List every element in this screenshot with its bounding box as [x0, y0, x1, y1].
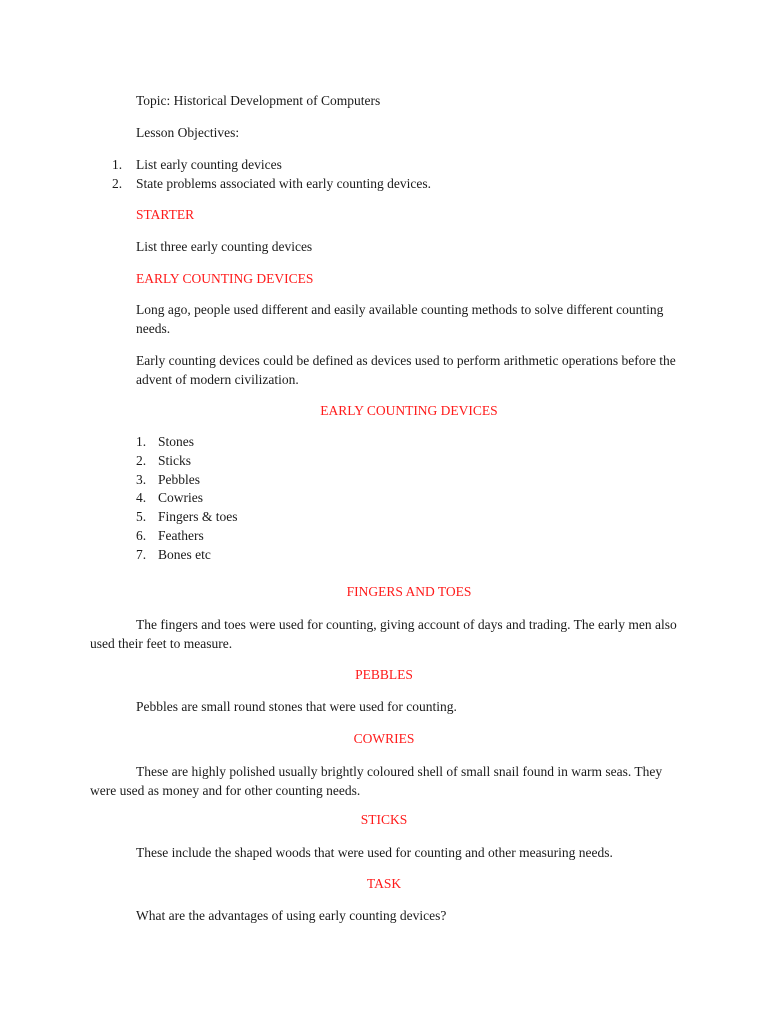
list-item-text: Pebbles [158, 471, 200, 487]
list-number: 7. [136, 546, 147, 562]
task-heading: TASK [366, 876, 402, 891]
list-number: 2. [136, 452, 147, 468]
fingers-toes-text: The fingers and toes were used for counting, giving account of days and trading. The early men also used their feet to measure. [90, 617, 677, 651]
list-item-text: Feathers [158, 527, 204, 543]
starter-heading: STARTER [136, 207, 195, 222]
list-item-text: Bones etc [158, 546, 211, 562]
list-item-text: State problems associated with early counting devices. [136, 175, 432, 191]
list-item-text: Sticks [158, 452, 192, 468]
sticks-heading: STICKS [360, 812, 408, 827]
early-counting-paragraph-1: Long ago, people used different and easily available counting methods to solve different counting needs. [136, 302, 664, 336]
objectives-list [112, 156, 431, 194]
fingers-toes-heading: FINGERS AND TOES [346, 584, 472, 599]
list-number: 6. [136, 527, 147, 543]
list-number: 1. [112, 157, 123, 172]
devices-list [136, 433, 238, 565]
pebbles-text: Pebbles are small round stones that were used for counting. [136, 699, 457, 714]
list-item-text: Stones [158, 434, 195, 449]
topic-line: Topic: Historical Development of Computers [136, 93, 381, 108]
list-item [112, 156, 431, 175]
list-number: 3. [136, 471, 147, 487]
list-number: 1. [136, 434, 147, 449]
early-counting-heading: EARLY COUNTING DEVICES [136, 271, 314, 286]
devices-list-heading: EARLY COUNTING DEVICES [320, 403, 498, 418]
list-item-text: Cowries [158, 490, 203, 506]
list-item-text: Fingers & toes [158, 509, 238, 525]
starter-text: List three early counting devices [136, 239, 313, 254]
list-number: 2. [112, 175, 123, 191]
list-item [136, 452, 238, 471]
cowries-heading: COWRIES [353, 731, 415, 746]
early-counting-paragraph-2: Early counting devices could be defined as devices used to perform arithmetic operations before the advent of modern civilization. [136, 353, 676, 387]
list-number: 5. [136, 509, 147, 525]
list-item [136, 433, 238, 452]
lesson-objectives-label: Lesson Objectives: [136, 125, 240, 140]
sticks-text: These include the shaped woods that were used for counting and other measuring needs. [136, 845, 613, 860]
pebbles-heading: PEBBLES [355, 667, 413, 682]
list-item [136, 527, 238, 546]
list-item [136, 471, 238, 490]
list-number: 4. [136, 490, 147, 506]
list-item [112, 175, 431, 194]
list-item [136, 508, 238, 527]
list-item-text: List early counting devices [136, 157, 282, 172]
task-text: What are the advantages of using early counting devices? [136, 908, 447, 923]
cowries-text: These are highly polished usually brightly coloured shell of small snail found in warm seas. They were used as money and for other counting needs. [90, 764, 663, 798]
list-item [136, 489, 238, 508]
list-item [136, 546, 238, 565]
